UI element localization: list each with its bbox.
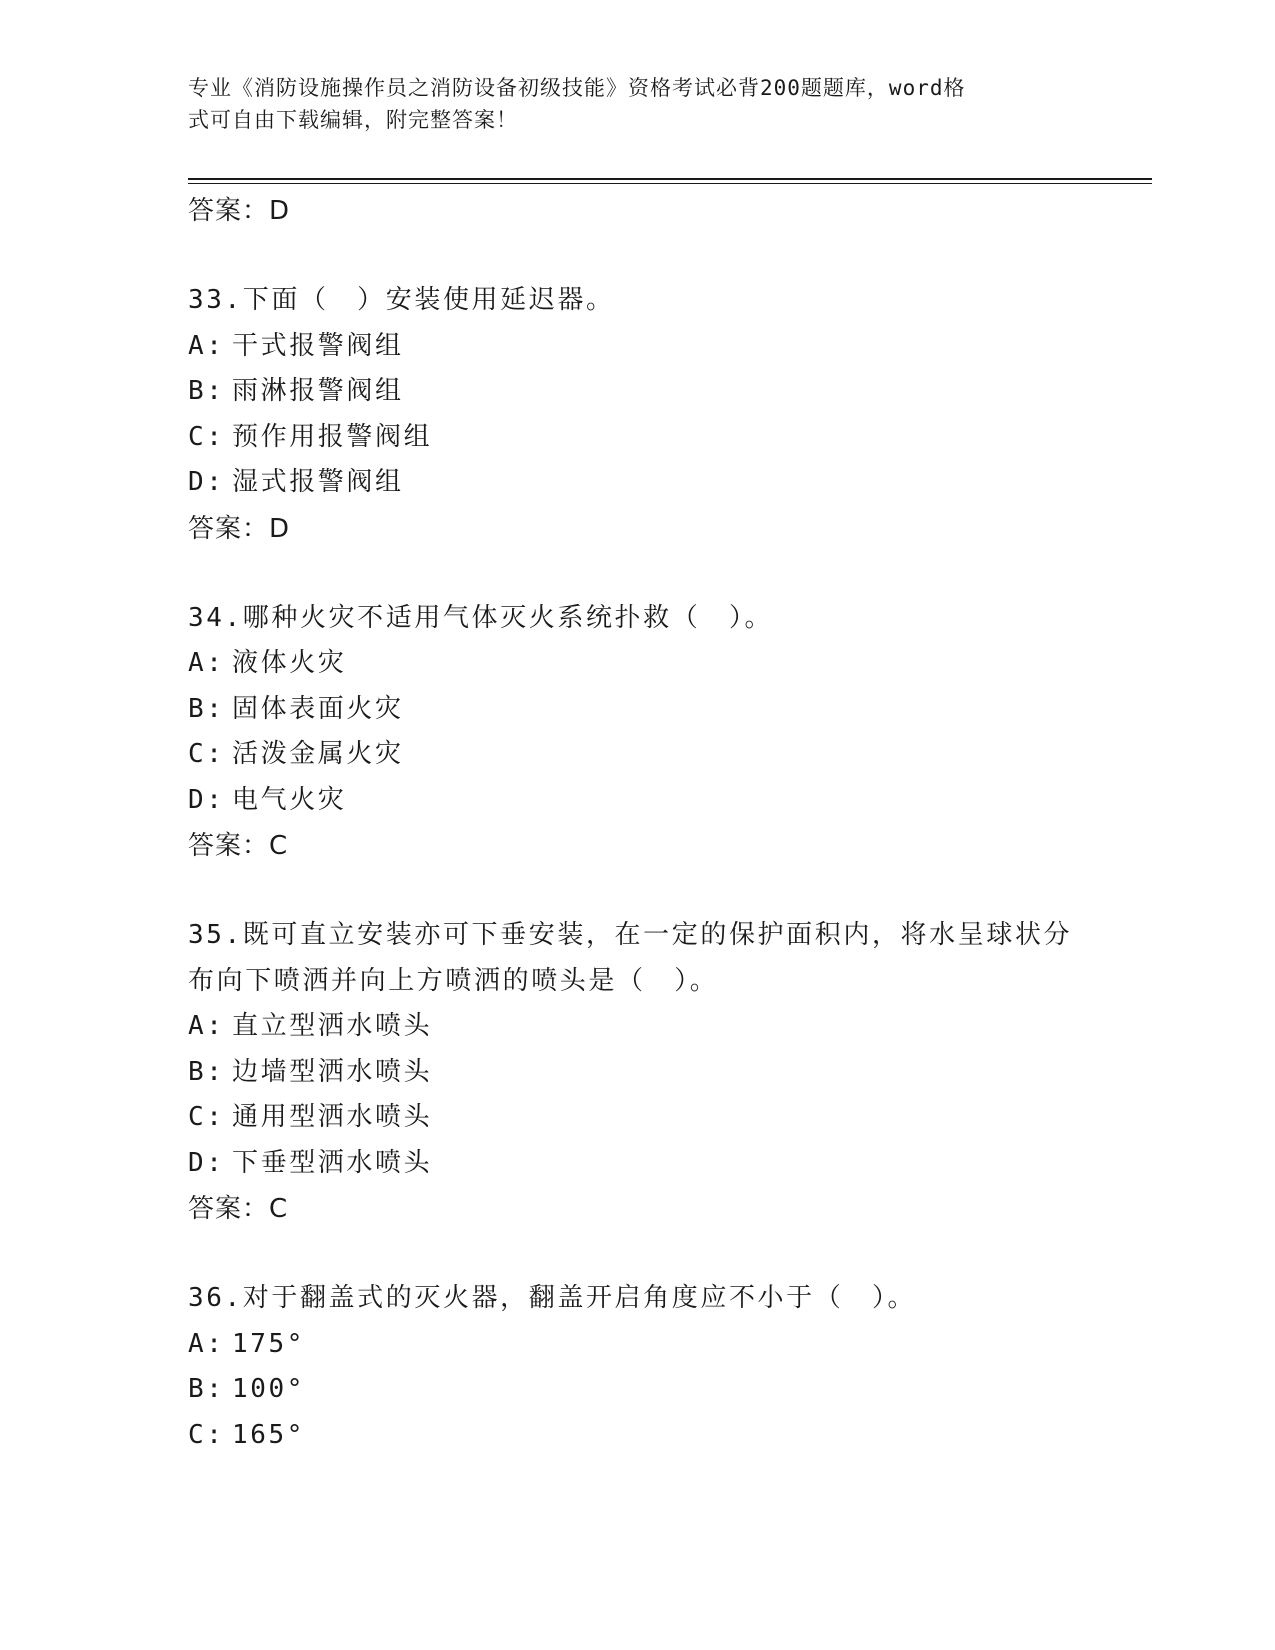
option-letter: B: [188,1374,225,1404]
answer-line: 答案：C [188,831,289,861]
option-letter: B: [188,1056,225,1087]
option-letter: C: [188,421,225,452]
option-letter: D: [188,784,225,815]
header-line-1: 专业《消防设施操作员之消防设备初级技能》资格考试必背200题题库，word格 [188,76,966,100]
question-stem: 33.下面（ ）安装使用延迟器。 [188,285,615,315]
question-stem: 36.对于翻盖式的灭火器，翻盖开启角度应不小于（ ）。 [188,1283,917,1313]
option-a [188,1004,1108,1050]
answer-line: 答案：C [188,1194,289,1224]
option-letter: A: [188,1011,225,1041]
option-text: 液体火灾 [232,648,347,678]
option-letter: C: [188,1419,225,1450]
question-stem: 35.既可直立安装亦可下垂安装，在一定的保护面积内，将水呈球状分 [188,920,1073,950]
option-b [188,369,1108,415]
spacer [188,1232,1108,1276]
option-text: 直立型洒水喷头 [232,1011,433,1041]
spacer [188,234,1108,278]
option-d [188,460,1108,506]
question-block [188,596,1108,870]
answer-line: 答案：D [188,196,291,226]
spacer [188,552,1108,596]
option-letter: D: [188,467,225,497]
option-c [188,1095,1108,1141]
question-stem-continued: 布向下喷洒并向上方喷洒的喷头是（ ）。 [188,965,719,996]
spacer [188,869,1108,913]
option-d [188,778,1108,824]
option-letter: B: [188,376,225,406]
option-b [188,687,1108,733]
question-block [188,913,1108,1232]
question-block [188,278,1108,552]
option-a [188,641,1108,687]
option-letter: A: [188,1328,225,1359]
option-b [188,1050,1108,1096]
option-c [188,1413,1108,1459]
option-letter: A: [188,330,225,361]
option-text: 100° [232,1374,306,1404]
option-text: 175° [232,1328,306,1359]
option-letter: A: [188,648,225,678]
option-letter: C: [188,739,225,769]
option-a [188,1322,1108,1368]
document-body [188,188,1108,1458]
option-text: 下垂型洒水喷头 [232,1147,433,1178]
option-text: 预作用报警阀组 [232,421,433,452]
question-stem: 34.哪种火灾不适用气体灭火系统扑救（ ）。 [188,602,774,633]
answer-line: 答案：D [188,513,291,544]
option-c [188,732,1108,778]
option-text: 雨淋报警阀组 [232,376,404,406]
option-text: 165° [232,1419,306,1450]
option-text: 边墙型洒水喷头 [232,1056,433,1087]
document-header [188,72,1088,136]
option-letter: B: [188,693,225,724]
option-text: 固体表面火灾 [232,693,404,724]
option-a [188,324,1108,370]
option-text: 活泼金属火灾 [232,739,404,769]
option-text: 干式报警阀组 [232,330,404,361]
option-letter: D: [188,1147,225,1178]
option-c [188,415,1108,461]
option-b [188,1367,1108,1413]
header-divider-thick [188,178,1152,180]
option-text: 电气火灾 [232,784,347,815]
option-d [188,1141,1108,1187]
header-divider-thin [188,183,1152,184]
header-line-2: 式可自由下载编辑，附完整答案！ [188,108,518,132]
option-text: 通用型洒水喷头 [232,1102,433,1132]
question-block [188,1276,1108,1458]
option-text: 湿式报警阀组 [232,467,404,497]
option-letter: C: [188,1102,225,1132]
